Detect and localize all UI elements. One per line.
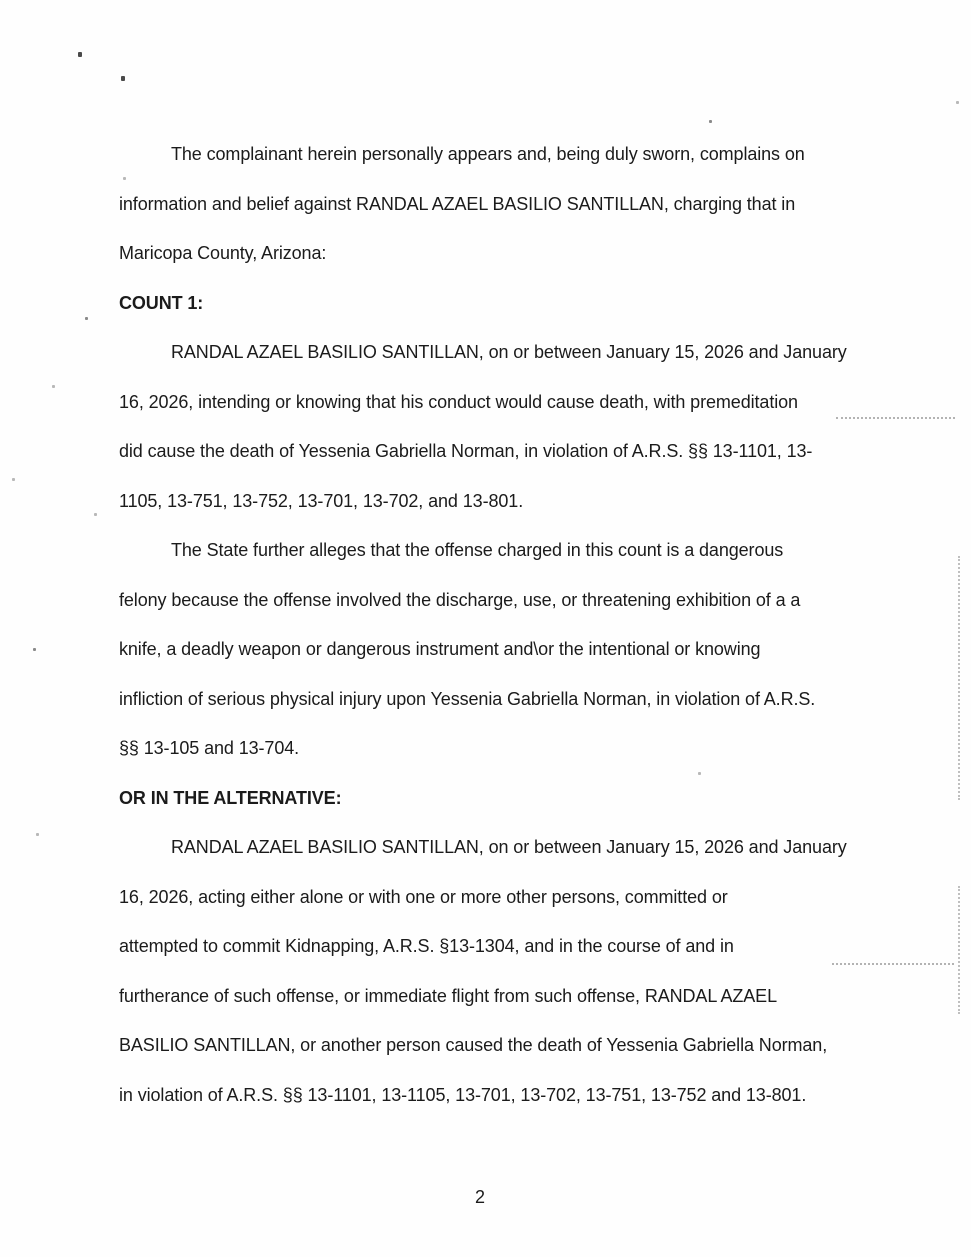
scan-dotted-line-horizontal — [832, 963, 954, 965]
document-line: felony because the offense involved the discharge, use, or threatening exhibition of a a — [119, 589, 801, 610]
scan-dotted-line-vertical — [958, 556, 960, 800]
page-number: 2 — [474, 1187, 485, 1207]
document-line: RANDAL AZAEL BASILIO SANTILLAN, on or between January 15, 2026 and January — [171, 837, 847, 857]
scan-dotted-line-vertical — [958, 886, 960, 1014]
document-line: furtherance of such offense, or immediate flight from such offense, RANDAL AZAEL — [119, 985, 778, 1006]
alternative-heading: OR IN THE ALTERNATIVE: — [119, 787, 342, 808]
document-line: attempted to commit Kidnapping, A.R.S. §13-1304, and in the course of and in — [119, 936, 734, 956]
scan-speckle — [956, 101, 959, 104]
document-line: The State further alleges that the offense charged in this count is a dangerous — [171, 540, 784, 560]
document-line: did cause the death of Yessenia Gabriella Norman, in violation of A.R.S. §§ 13-1101, 13- — [119, 441, 813, 461]
scan-speckle — [709, 120, 712, 123]
document-line: information and belief against RANDAL AZAEL BASILIO SANTILLAN, charging that in — [119, 193, 796, 214]
document-line: 16, 2026, acting either alone or with one or more other persons, committed or — [119, 886, 728, 907]
document-line: The complainant herein personally appears and, being duly sworn, complains on — [171, 144, 805, 164]
scan-speckle — [78, 52, 82, 57]
document-line: BASILIO SANTILLAN, or another person caused the death of Yessenia Gabriella Norman, — [119, 1035, 828, 1055]
scan-speckle — [123, 177, 126, 180]
document-line: 16, 2026, intending or knowing that his conduct would cause death, with premeditation — [119, 391, 798, 412]
scan-speckle — [33, 648, 36, 651]
scan-speckle — [52, 385, 55, 388]
scan-speckle — [94, 513, 97, 516]
document-line: infliction of serious physical injury upon Yessenia Gabriella Norman, in violation of A.R.S. — [119, 688, 816, 709]
scan-speckle — [36, 833, 39, 836]
scan-speckle — [121, 76, 125, 81]
scan-speckle — [698, 772, 701, 775]
scan-speckle — [12, 478, 15, 481]
document-body — [119, 143, 847, 1133]
document-line: knife, a deadly weapon or dangerous instrument and\or the intentional or knowing — [119, 639, 761, 659]
scan-speckle — [85, 317, 88, 320]
document-line: in violation of A.R.S. §§ 13-1101, 13-1105, 13-701, 13-702, 13-751, 13-752 and 13-801. — [119, 1084, 807, 1105]
document-line: 1105, 13-751, 13-752, 13-701, 13-702, and 13-801. — [119, 490, 524, 511]
document-line: §§ 13-105 and 13-704. — [119, 738, 300, 758]
count-1-heading: COUNT 1: — [119, 292, 204, 313]
document-line: RANDAL AZAEL BASILIO SANTILLAN, on or between January 15, 2026 and January — [171, 342, 847, 362]
document-line: Maricopa County, Arizona: — [119, 243, 327, 263]
scan-dotted-line-horizontal — [836, 417, 955, 419]
